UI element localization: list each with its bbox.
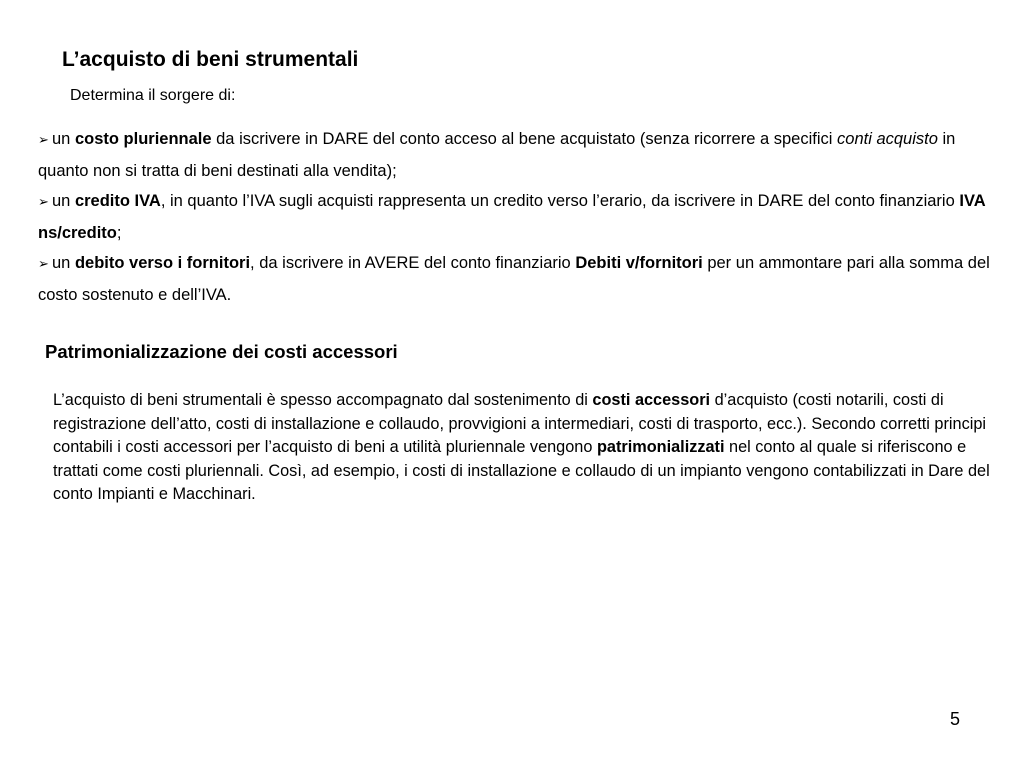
bullet-text: da iscrivere in DARE del conto acceso al bene acquistato (senza ricorrere a specifici (211, 130, 838, 148)
bullet-text: , da iscrivere in AVERE del conto finanziario (250, 254, 576, 272)
bullet-bold-term: credito IVA (74, 192, 161, 210)
arrow-bullet-icon: ➢ (38, 132, 49, 147)
arrow-bullet-icon: ➢ (38, 194, 49, 209)
bullet-italic-term: conti acquisto (837, 130, 938, 148)
bullet-bold-term: IVA ns/credito (38, 192, 986, 242)
paragraph-text: nel conto al quale si riferiscono e trattati come costi pluriennali. Così, ad esempio, i costi di installazione e collaudo di un impianto vengono contabilizzati in Dare del conto Impianti e Macchinari. (53, 438, 990, 503)
paragraph-bold-term: patrimonializzati (596, 438, 725, 456)
bullet-bold-term: costo pluriennale (74, 130, 212, 148)
bullet-text: un (52, 192, 75, 210)
slide-title: L’acquisto di beni strumentali (62, 48, 359, 71)
bullet-text: ; (116, 223, 122, 242)
page-number: 5 (950, 709, 961, 729)
bullet-item-debito-fornitori (38, 248, 998, 310)
bullet-item-credito-iva (38, 186, 998, 248)
section-title: Patrimonializzazione dei costi accessori (45, 341, 398, 362)
section-paragraph (53, 389, 998, 507)
paragraph-text: d’acquisto (costi notarili, costi di registrazione dell’atto, costi di installazione e collaudo, provvigioni a intermediari, costi di trasporto, ecc.). Secondo corretti principi contabili i costi accessori per l’acquisto di beni a utilità pluriennale vengono (53, 391, 987, 456)
paragraph-bold-term: costi accessori (592, 391, 711, 409)
bullet-item-costo-pluriennale (38, 124, 998, 186)
slide-subtitle: Determina il sorgere di: (70, 87, 236, 104)
bullet-text: un (52, 130, 75, 148)
paragraph-text: L’acquisto di beni strumentali è spesso accompagnato dal sostenimento di (53, 391, 593, 409)
bullet-bold-term: Debiti v/fornitori (575, 254, 703, 272)
arrow-bullet-icon: ➢ (38, 256, 49, 271)
bullet-text: un (52, 254, 75, 272)
bullet-text: per un ammontare pari alla somma del costo sostenuto e dell’IVA. (38, 254, 990, 304)
bullet-list (38, 124, 998, 310)
bullet-text: in quanto non si tratta di beni destinati alla vendita); (38, 130, 956, 180)
bullet-text: , in quanto l’IVA sugli acquisti rappresenta un credito verso l’erario, da iscrivere in DARE del conto finanziario (160, 192, 960, 210)
bullet-bold-term: debito verso i fornitori (74, 254, 251, 272)
